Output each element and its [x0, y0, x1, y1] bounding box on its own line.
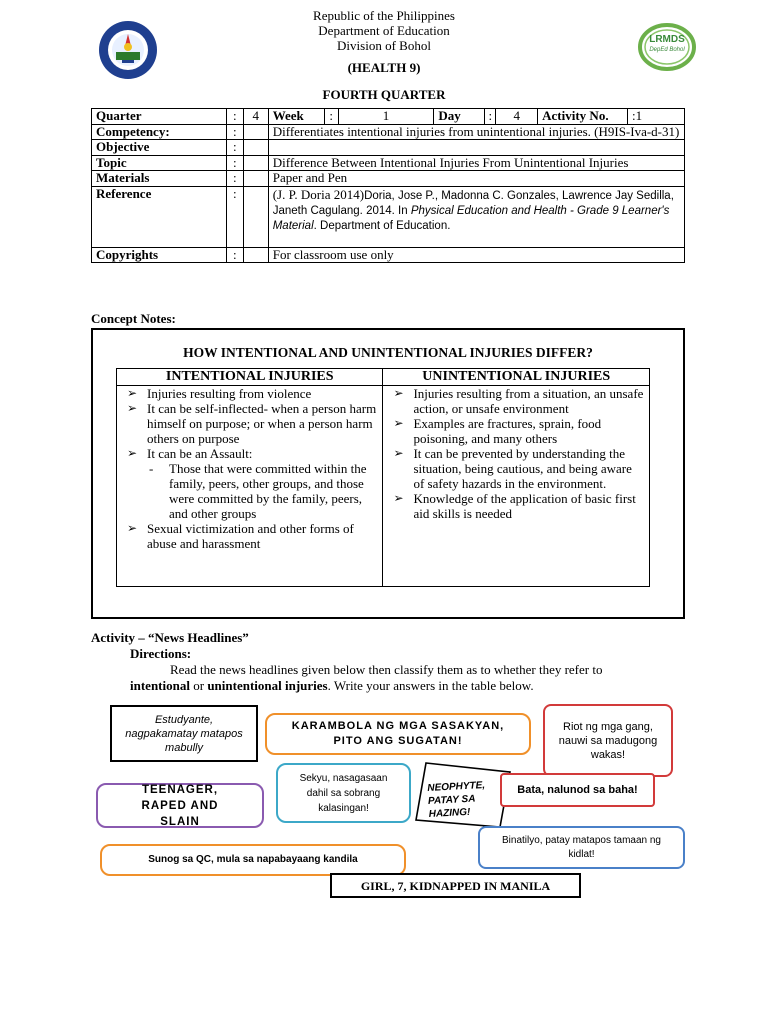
header-block: [234, 8, 534, 53]
lrmds-logo-sub: DepEd Bohol: [649, 47, 685, 53]
directions-text: [130, 662, 690, 694]
lrmds-logo: [638, 22, 696, 72]
headline-text: NEOPHYTE, PATAY SA HAZING!: [427, 779, 486, 820]
list-item: ➢ Examples are fractures, sprain, food poisoning, and many others: [413, 416, 645, 446]
unintentional-term: unintentional injuries: [207, 678, 328, 693]
day-label: Day: [434, 109, 485, 125]
topic-row: [92, 155, 685, 171]
sub-list-item: - Those that were committed within the family, peers, other groups, and those were committed by the family, peers, and other groups: [169, 461, 378, 521]
day-value: 4: [496, 109, 538, 125]
headline-card: [110, 705, 258, 762]
materials-value: Paper and Pen: [268, 171, 684, 187]
headline-text: Sunog sa QC, mula sa napabayaang kandila: [148, 854, 358, 865]
topic-label: Topic: [92, 155, 227, 171]
quarter-row: [92, 109, 685, 125]
headline-text: Binatilyo, patay matapos tamaan ng kidlat!: [502, 834, 661, 860]
list-item: ➢ It can be prevented by understanding the situation, being cautious, and being aware of safety hazards in the environment.: [413, 446, 645, 491]
activity-value: :1: [628, 109, 685, 125]
lrmds-logo-text: LRMDS: [649, 34, 685, 45]
reference-authors: Doria, Jose P., Madonna C. Gonzales, Lawrence Jay Sedilla, Janeth Cagulang. 2014. In: [272, 189, 674, 217]
headline-text: GIRL, 7, KIDNAPPED IN MANILA: [360, 878, 551, 893]
quarter-label: Quarter: [92, 109, 227, 125]
reference-value: [268, 186, 684, 247]
competency-label: Competency:: [92, 124, 227, 140]
unintentional-column: [383, 386, 650, 587]
list-item: ➢ Injuries resulting from violence: [147, 386, 378, 401]
subject-title: (HEALTH 9): [347, 60, 421, 75]
copyrights-row: [92, 247, 685, 263]
reference-row: [92, 186, 685, 247]
headline-card: [414, 760, 514, 830]
connector-text: or: [189, 678, 208, 693]
directions-line-1: Read the news headlines given below then classify them as to whether they refer to: [170, 662, 603, 677]
directions-label: Directions:: [130, 646, 192, 661]
quarter-value: 4: [243, 109, 268, 125]
intentional-column: [117, 386, 383, 587]
reference-label: Reference: [92, 186, 227, 247]
headline-card: [543, 704, 673, 777]
colon: :: [324, 109, 338, 125]
objective-value: [268, 140, 684, 156]
list-item: [147, 446, 378, 521]
quarter-title: FOURTH QUARTER: [322, 87, 446, 102]
headline-text: Estudyante, nagpakamatay matapos mabully: [125, 713, 243, 754]
colon: :: [226, 247, 243, 263]
headline-text: Sekyu, nasagasaan dahil sa sobrang kalasingan!: [299, 772, 388, 814]
headline-card: [478, 826, 685, 869]
list-item: ➢ Sexual victimization and other forms of abuse and harassment: [147, 521, 378, 551]
directions-line-2: [130, 678, 690, 694]
headline-card: [330, 873, 581, 898]
colon: :: [226, 109, 243, 125]
colon: :: [226, 140, 243, 156]
lesson-info-table: [91, 108, 685, 263]
header-line-2: Department of Education: [318, 23, 450, 38]
headline-text: Riot ng mga gang, nauwi sa madugong wakas!: [558, 720, 658, 761]
copyrights-value: For classroom use only: [268, 247, 684, 263]
headline-card: [96, 783, 264, 828]
colon: :: [226, 186, 243, 247]
reference-citation: (J. P. Doria 2014): [272, 186, 365, 202]
concept-notes-label: Concept Notes:: [91, 311, 176, 326]
headline-text: Bata, nalunod sa baha!: [517, 784, 638, 796]
activity-label: Activity No.: [538, 109, 628, 125]
colon: :: [226, 155, 243, 171]
colon: :: [226, 124, 243, 140]
intentional-term: intentional: [130, 678, 190, 693]
deped-seal-icon: [98, 20, 158, 80]
list-item: ➢ It can be self-inflected- when a person harm himself on purpose; or when a person harm others on purpose: [147, 401, 378, 446]
competency-value: Differentiates intentional injuries from unintentional injuries. (H9IS-Iva-d-31): [268, 124, 684, 140]
activity-title: Activity – “News Headlines”: [91, 630, 249, 645]
headline-card: [265, 713, 531, 755]
headline-card: [276, 763, 411, 823]
colon: :: [485, 109, 496, 125]
list-item-text: It can be an Assault:: [147, 446, 253, 461]
header-line-1: Republic of the Philippines: [313, 8, 455, 23]
concept-notes-box: [91, 328, 685, 619]
topic-value: Difference Between Intentional Injuries From Unintentional Injuries: [268, 155, 684, 171]
reference-publisher: . Department of Education.: [313, 219, 451, 232]
instruction-tail: . Write your answers in the table below.: [327, 678, 534, 693]
copyrights-label: Copyrights: [92, 247, 227, 263]
objective-row: [92, 140, 685, 156]
week-label: Week: [268, 109, 324, 125]
deped-seal: [98, 20, 158, 80]
header-line-3: Division of Bohol: [337, 38, 431, 53]
headline-card: [100, 844, 406, 876]
headline-card: [500, 773, 655, 807]
concept-title: HOW INTENTIONAL AND UNINTENTIONAL INJURIES DIFFER?: [183, 345, 593, 360]
week-value: 1: [338, 109, 434, 125]
headline-text: TEENAGER, RAPED AND SLAIN: [141, 783, 219, 828]
materials-row: [92, 171, 685, 187]
objective-label: Objective: [92, 140, 227, 156]
list-item: ➢ Injuries resulting from a situation, an unsafe action, or unsafe environment: [413, 386, 645, 416]
list-item: ➢ Knowledge of the application of basic first aid skills is needed: [413, 491, 645, 521]
materials-label: Materials: [92, 171, 227, 187]
competency-row: [92, 124, 685, 140]
intentional-header: INTENTIONAL INJURIES: [117, 369, 383, 386]
reference-book-title: Physical Education and Health - Grade 9 Learner's Material: [272, 204, 670, 232]
headline-text: KARAMBOLA NG MGA SASAKYAN, PITO ANG SUGATAN!: [291, 720, 505, 747]
comparison-table: [116, 368, 650, 587]
colon: :: [226, 171, 243, 187]
unintentional-header: UNINTENTIONAL INJURIES: [383, 369, 650, 386]
